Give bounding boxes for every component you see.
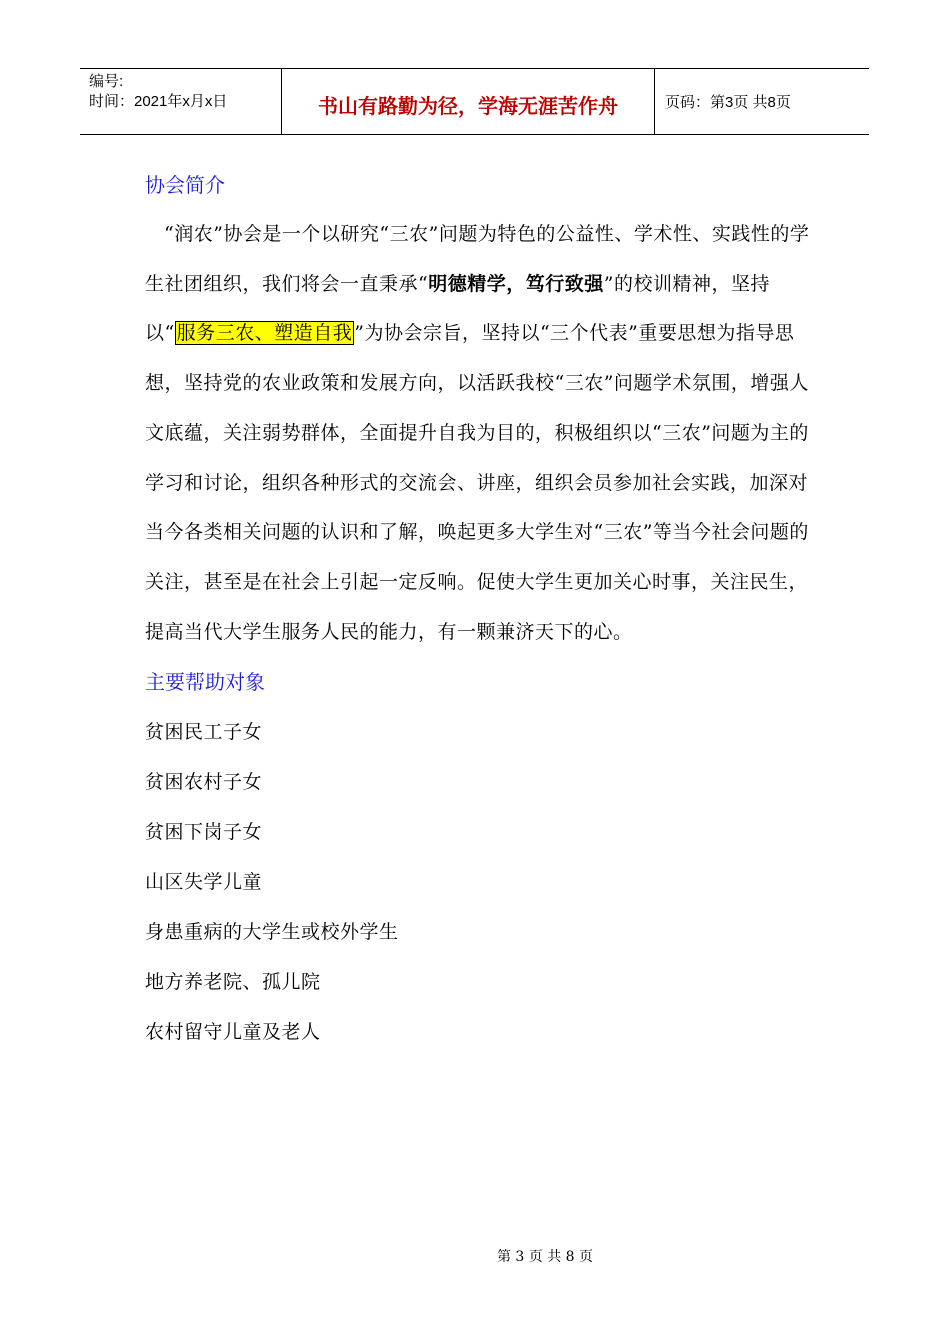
document-body (145, 160, 815, 1057)
document-header (80, 68, 869, 135)
header-motto: 书山有路勤为径，学海无涯苦作舟 (282, 69, 655, 134)
list-item: 身患重病的大学生或校外学生 (145, 921, 399, 944)
list-item: 地方养老院、孤儿院 (145, 971, 321, 994)
section-title-targets: 主要帮助对象 (145, 670, 265, 695)
list-item: 贫困民工子女 (145, 721, 263, 744)
list-item: 贫困农村子女 (145, 771, 263, 794)
page-footer: 第 3 页 共 8 页 (496, 1249, 594, 1265)
list-item: 农村留守儿童及老人 (145, 1021, 321, 1044)
targets-list (145, 707, 815, 1057)
section-title-intro: 协会简介 (145, 173, 225, 197)
association-purpose-highlight: 服务三农、塑造自我 (176, 322, 353, 345)
intro-text-part-3: ”为协会宗旨，坚持以“三个代表”重要思想为指导思想，坚持党的农业政策和发展方向，以活跃我校“三农”问题学术氛围，增强人文底蕴，关注弱势群体，全面提升自我为目的，积极组织以“三农”问题为主的学习和讨论，组织各种形式的交流会、讲座，组织会员参加社会实践，加深对当今各类相关问题的认识和了解，唤起更多大学生对“三农”等当今社会问题的关注，甚至是在社会上引起一定反响。促使大学生更加关心时事，关注民生，提高当代大学生服务人民的能力，有一颗兼济天下的心。 (145, 322, 809, 643)
header-meta (80, 69, 282, 134)
intro-text-part-2: ”的校训精神，坚持以“ (145, 272, 770, 345)
intro-paragraph (145, 210, 815, 657)
header-page-number: 页码：第3页 共8页 (665, 94, 791, 111)
school-motto: 明德精学，笃行致强 (428, 272, 604, 295)
intro-text-part-1: “润农”协会是一个以研究“三农”问题为特色的公益性、学术性、实践性的学生社团组织，我们将会一直秉承“ (145, 223, 810, 295)
document-date-label: 时间：2021年x月x日 (89, 93, 228, 110)
list-item: 贫困下岗子女 (145, 821, 263, 844)
document-number-label: 编号: (89, 73, 124, 90)
list-item: 山区失学儿童 (145, 871, 263, 894)
